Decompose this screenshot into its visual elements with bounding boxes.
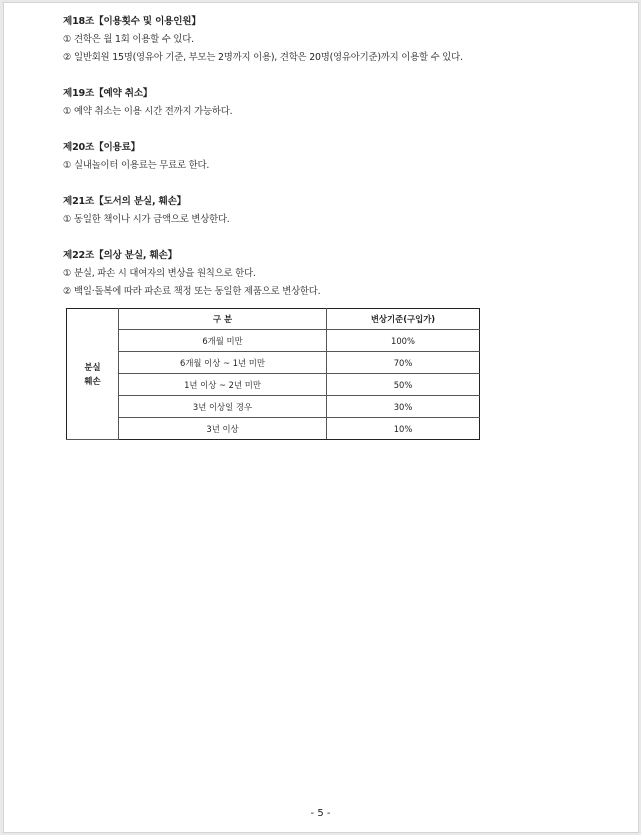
table-header-row: [67, 309, 480, 330]
page-number: - 5 -: [310, 808, 331, 819]
article-clause: ① 예약 취소는 이용 시간 전까지 가능하다.: [63, 106, 233, 117]
article-clause: ① 동일한 책이나 시가 금액으로 변상한다.: [63, 214, 230, 225]
table-side-cell: [67, 309, 119, 440]
article-21: [63, 192, 563, 229]
article-20: [63, 138, 563, 175]
article-clause: ② 백일·돌복에 따라 파손료 책정 또는 동일한 제품으로 변상한다.: [63, 286, 321, 297]
article-title: 제19조【예약 취소】: [63, 88, 153, 99]
table-cell-rate: 100%: [327, 330, 480, 352]
article-title: 제20조【이용료】: [63, 142, 141, 153]
table-cell-rate: 10%: [327, 418, 480, 440]
table-cell-rate: 70%: [327, 352, 480, 374]
side-label-damage: 훼손: [84, 376, 101, 386]
table-cell-period: 6개월 이상 ~ 1년 미만: [119, 352, 327, 374]
article-clause: ① 실내놀이터 이용료는 무료로 한다.: [63, 160, 210, 171]
table-cell-rate: 30%: [327, 396, 480, 418]
table-row: [67, 396, 480, 418]
table-header-standard: 변상기준(구입가): [327, 309, 480, 330]
compensation-table: [66, 308, 480, 440]
table-row: [67, 330, 480, 352]
table-header-category: 구 분: [119, 309, 327, 330]
article-18: [63, 12, 563, 67]
table-row: [67, 352, 480, 374]
article-22: [63, 246, 563, 301]
table-cell-rate: 50%: [327, 374, 480, 396]
table-cell-period: 3년 이상: [119, 418, 327, 440]
article-clause: ② 일반회원 15명(영유아 기준, 부모는 2명까지 이용), 견학은 20명(영유아기준)까지 이용할 수 있다.: [63, 52, 463, 63]
article-clause: ① 견학은 월 1회 이용할 수 있다.: [63, 34, 194, 45]
article-19: [63, 84, 563, 121]
table-row: [67, 374, 480, 396]
article-clause: ① 분실, 파손 시 대여자의 변상을 원칙으로 한다.: [63, 268, 256, 279]
table-cell-period: 3년 이상일 경우: [119, 396, 327, 418]
article-title: 제18조【이용횟수 및 이용인원】: [63, 16, 201, 27]
table-cell-period: 1년 이상 ~ 2년 미만: [119, 374, 327, 396]
document-body: [63, 12, 563, 301]
table-cell-period: 6개월 미만: [119, 330, 327, 352]
article-title: 제21조【도서의 분실, 훼손】: [63, 196, 187, 207]
table-row: [67, 418, 480, 440]
article-title: 제22조【의상 분실, 훼손】: [63, 250, 178, 261]
side-label-loss: 분실: [84, 362, 101, 372]
